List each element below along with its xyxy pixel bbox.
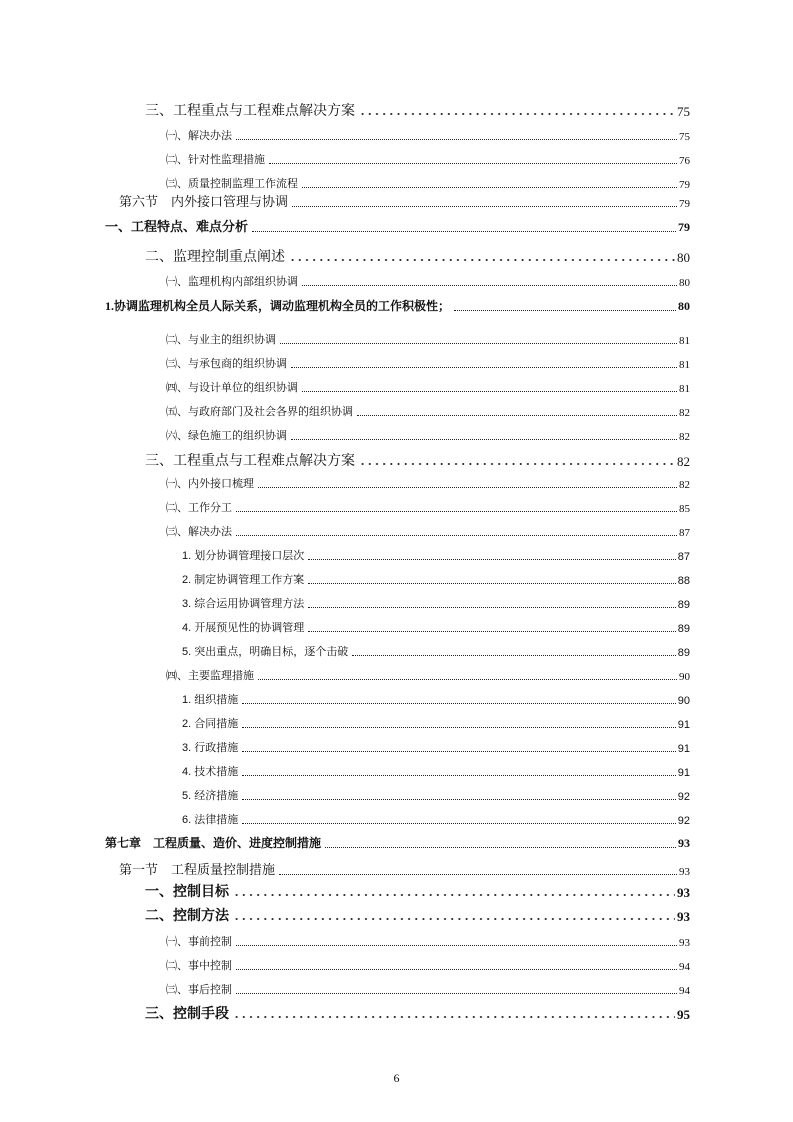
toc-entry[interactable] <box>166 403 690 419</box>
toc-entry-label: 4. 开展预见性的协调管理 <box>182 622 305 634</box>
toc-entry-label: 2. 制定协调管理工作方案 <box>182 574 305 586</box>
toc-entry-page: 94 <box>679 961 690 973</box>
toc-entry[interactable] <box>145 905 690 925</box>
toc-entry-label: ㈣、与设计单位的组织协调 <box>166 382 298 394</box>
toc-entry-label: 一、控制目标 <box>145 885 229 900</box>
toc-entry-label: ㈠、解决办法 <box>166 130 232 142</box>
toc-entry[interactable] <box>119 191 690 210</box>
toc-leader <box>291 367 677 368</box>
toc-leader <box>236 993 677 994</box>
toc-leader <box>308 583 676 584</box>
toc-leader <box>236 139 677 140</box>
toc-entry[interactable] <box>145 1003 690 1023</box>
toc-entry-page: 79 <box>678 220 690 234</box>
toc-entry-page: 94 <box>679 985 690 997</box>
toc-entry-page: 89 <box>677 647 690 659</box>
toc-entry-page: 87 <box>677 551 690 563</box>
toc-entry-page: 80 <box>679 277 690 289</box>
toc-entry-page: 91 <box>677 743 690 755</box>
toc-entry-page: 79 <box>679 198 690 210</box>
toc-entry[interactable] <box>166 355 690 371</box>
toc-entry-page: 93 <box>677 885 690 900</box>
toc-entry-page: 82 <box>677 454 690 469</box>
toc-entry-label: ㈡、事中控制 <box>166 960 232 972</box>
toc-leader <box>302 285 677 286</box>
toc-entry[interactable] <box>182 595 690 611</box>
toc-entry-label: 三、工程重点与工程难点解决方案 <box>145 104 355 119</box>
toc-entry-label: ㈤、与政府部门及社会各界的组织协调 <box>166 406 353 418</box>
toc-leader <box>280 343 677 344</box>
toc-entry-label: ㈠、监理机构内部组织协调 <box>166 276 298 288</box>
toc-entry-label: ㈡、与业主的组织协调 <box>166 334 276 346</box>
toc-entry-page: 92 <box>677 815 690 827</box>
toc-entry[interactable] <box>182 739 690 755</box>
toc-entry-label: 第七章 工程质量、造价、进度控制措施 <box>105 836 322 850</box>
toc-leader <box>308 607 676 608</box>
toc-entry-label: ㈢、质量控制监理工作流程 <box>166 178 298 190</box>
toc-entry-label: 6. 法律措施 <box>182 814 239 826</box>
toc-entry-page: 93 <box>679 866 690 878</box>
toc-entry[interactable] <box>182 619 690 635</box>
toc-leader <box>357 415 677 416</box>
toc-entry-page: 91 <box>677 719 690 731</box>
toc-leader <box>302 187 677 188</box>
toc-entry-label: ㈢、与承包商的组织协调 <box>166 358 287 370</box>
toc-entry-label: ㈥、绿色施工的组织协调 <box>166 430 287 442</box>
toc-entry-page: 81 <box>679 359 690 371</box>
toc-entry[interactable] <box>166 273 690 289</box>
toc-entry[interactable] <box>182 547 690 563</box>
toc-entry-page: 82 <box>679 407 690 419</box>
toc-entry-page: 90 <box>679 671 690 683</box>
toc-entry-page: 75 <box>679 131 690 143</box>
toc-entry-label: ㈢、解决办法 <box>166 526 232 538</box>
toc-leader <box>291 439 677 440</box>
toc-entry[interactable] <box>105 297 690 314</box>
toc-leader <box>289 258 675 262</box>
toc-entry-label: ㈠、内外接口梳理 <box>166 478 254 490</box>
toc-entry-label: 第六节 内外接口管理与协调 <box>119 194 289 209</box>
toc-entry-label: ㈡、工作分工 <box>166 502 232 514</box>
toc-leader <box>242 799 676 800</box>
toc-leader <box>252 231 676 232</box>
toc-entry-label: 第一节 工程质量控制措施 <box>119 862 276 877</box>
toc-entry[interactable] <box>166 127 690 143</box>
toc-leader <box>236 535 677 536</box>
toc-entry[interactable] <box>105 834 690 851</box>
toc-entry[interactable] <box>182 811 690 827</box>
toc-entry[interactable] <box>166 933 690 949</box>
toc-entry-label: 2. 合同措施 <box>182 718 239 730</box>
toc-leader <box>236 511 677 512</box>
toc-entry[interactable] <box>105 216 690 235</box>
toc-leader <box>258 487 677 488</box>
toc-leader <box>242 703 676 704</box>
toc-leader <box>233 1015 675 1019</box>
toc-leader <box>359 112 675 116</box>
toc-entry[interactable] <box>145 881 690 901</box>
toc-entry-label: 1. 组织措施 <box>182 694 239 706</box>
toc-leader <box>302 391 677 392</box>
toc-leader <box>454 310 676 311</box>
toc-entry-page: 79 <box>679 179 690 191</box>
toc-entry[interactable] <box>166 379 690 395</box>
page-number: 6 <box>393 1071 400 1085</box>
toc-leader <box>352 655 676 656</box>
toc-leader <box>242 727 676 728</box>
toc-entry[interactable] <box>182 691 690 707</box>
toc-entry-page: 81 <box>679 335 690 347</box>
toc-leader <box>242 751 676 752</box>
toc-entry-page: 82 <box>679 431 690 443</box>
toc-leader <box>279 874 677 875</box>
toc-entry-label: 5. 突出重点，明确目标，逐个击破 <box>182 646 349 658</box>
toc-entry-label: ㈣、主要监理措施 <box>166 670 254 682</box>
toc-leader <box>269 163 677 164</box>
toc-entry[interactable] <box>119 859 690 878</box>
toc-entry[interactable] <box>182 643 690 659</box>
toc-leader <box>308 559 676 560</box>
toc-entry-label: 4. 技术措施 <box>182 766 239 778</box>
toc-entry-label: 二、监理控制重点阐述 <box>145 250 285 265</box>
toc-entry[interactable] <box>166 667 690 683</box>
toc-leader <box>233 893 675 897</box>
toc-entry-page: 91 <box>677 767 690 779</box>
toc-leader <box>242 823 676 824</box>
toc-entry-label: 二、控制方法 <box>145 909 229 924</box>
toc-entry-page: 88 <box>677 575 690 587</box>
toc-leader <box>242 775 676 776</box>
toc-entry-page: 75 <box>677 104 690 119</box>
toc-entry[interactable] <box>145 100 690 120</box>
toc-leader <box>292 206 677 207</box>
toc-entry-label: 3. 综合运用协调管理方法 <box>182 598 305 610</box>
toc-entry[interactable] <box>145 450 690 470</box>
toc-entry-page: 89 <box>677 623 690 635</box>
toc-entry-label: 1. 划分协调管理接口层次 <box>182 550 305 562</box>
toc-entry[interactable] <box>182 763 690 779</box>
toc-entry-label: 3. 行政措施 <box>182 742 239 754</box>
toc-entry[interactable] <box>166 499 690 515</box>
toc-entry-page: 92 <box>677 791 690 803</box>
toc-entry[interactable] <box>145 246 690 266</box>
toc-entry-label: 三、工程重点与工程难点解决方案 <box>145 454 355 469</box>
toc-entry-page: 80 <box>677 250 690 265</box>
toc-entry-page: 81 <box>679 383 690 395</box>
toc-leader <box>325 847 676 848</box>
toc-leader <box>359 462 675 466</box>
toc-entry-page: 80 <box>678 299 690 313</box>
toc-entry[interactable] <box>182 715 690 731</box>
toc-leader <box>308 631 676 632</box>
toc-leader <box>233 917 675 921</box>
toc-entry-page: 85 <box>679 503 690 515</box>
toc-entry-label: 1.协调监理机构全员人际关系，调动监理机构全员的工作积极性； <box>105 299 451 313</box>
toc-entry[interactable] <box>166 331 690 347</box>
toc-entry-page: 93 <box>677 909 690 924</box>
toc-leader <box>258 679 677 680</box>
toc-entry[interactable] <box>166 523 690 539</box>
toc-entry[interactable] <box>166 475 690 491</box>
toc-entry[interactable] <box>166 427 690 443</box>
toc-entry[interactable] <box>166 981 690 997</box>
toc-leader <box>236 969 677 970</box>
toc-entry-label: 三、控制手段 <box>145 1007 229 1022</box>
toc-entry[interactable] <box>182 571 690 587</box>
toc-entry-page: 87 <box>679 527 690 539</box>
toc-entry-page: 93 <box>679 937 690 949</box>
toc-entry-page: 95 <box>677 1007 690 1022</box>
toc-entry-page: 89 <box>677 599 690 611</box>
toc-entry[interactable] <box>182 787 690 803</box>
toc-entry-page: 90 <box>677 695 690 707</box>
toc-entry-label: ㈢、事后控制 <box>166 984 232 996</box>
toc-entry-page: 93 <box>678 836 690 850</box>
toc-entry-label: 5. 经济措施 <box>182 790 239 802</box>
toc-entry-label: 一、工程特点、难点分析 <box>105 219 249 234</box>
toc-leader <box>236 945 677 946</box>
toc-entry-label: ㈠、事前控制 <box>166 936 232 948</box>
toc-entry-label: ㈡、针对性监理措施 <box>166 154 265 166</box>
toc-entry[interactable] <box>166 151 690 167</box>
toc-entry-page: 76 <box>679 155 690 167</box>
toc-entry[interactable] <box>166 957 690 973</box>
toc-entry-page: 82 <box>679 479 690 491</box>
toc-entry[interactable] <box>166 175 690 191</box>
